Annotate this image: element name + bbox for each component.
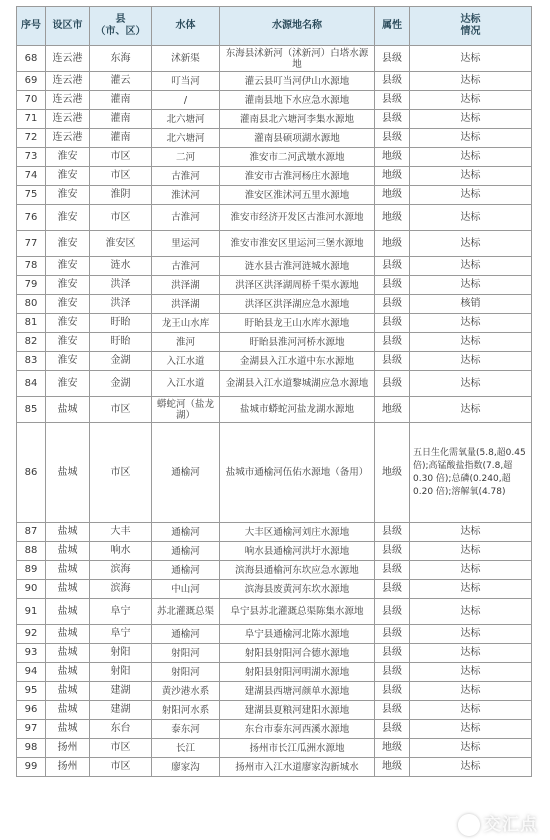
- cell-source: 盱眙县淮河河桥水源地: [220, 333, 375, 352]
- cell-no: 98: [17, 739, 46, 758]
- table-row: [17, 758, 532, 777]
- cell-source: 盐城市蟒蛇河盐龙湖水源地: [220, 397, 375, 423]
- cell-city: 连云港: [46, 110, 90, 129]
- cell-source: 金湖县入江水道中东水源地: [220, 352, 375, 371]
- table-row: [17, 397, 532, 423]
- cell-county: 灌云: [90, 72, 152, 91]
- table-row: [17, 720, 532, 739]
- col-header-city: 设区市: [46, 7, 90, 46]
- col-header-water: 水体: [152, 7, 220, 46]
- cell-attr: 县级: [375, 72, 410, 91]
- table-row: [17, 644, 532, 663]
- cell-no: 83: [17, 352, 46, 371]
- cell-source: 滨海县废黄河东坎水源地: [220, 580, 375, 599]
- cell-attr: 地级: [375, 186, 410, 205]
- cell-water: 入江水道: [152, 352, 220, 371]
- cell-no: 92: [17, 625, 46, 644]
- cell-no: 95: [17, 682, 46, 701]
- col-header-no: 序号: [17, 7, 46, 46]
- cell-no: 82: [17, 333, 46, 352]
- cell-no: 74: [17, 167, 46, 186]
- cell-no: 68: [17, 46, 46, 72]
- cell-no: 80: [17, 295, 46, 314]
- cell-status: 达标: [410, 110, 532, 129]
- cell-water: 苏北灌溉总渠: [152, 599, 220, 625]
- cell-no: 89: [17, 561, 46, 580]
- cell-water: 蟒蛇河（盐龙湖）: [152, 397, 220, 423]
- cell-no: 96: [17, 701, 46, 720]
- cell-water: 入江水道: [152, 371, 220, 397]
- cell-source: 灌南县硕项湖水源地: [220, 129, 375, 148]
- cell-no: 69: [17, 72, 46, 91]
- cell-attr: 县级: [375, 352, 410, 371]
- cell-water: 里运河: [152, 231, 220, 257]
- cell-water: 古淮河: [152, 167, 220, 186]
- cell-status: 达标: [410, 561, 532, 580]
- cell-water: 沭新渠: [152, 46, 220, 72]
- cell-attr: 县级: [375, 720, 410, 739]
- cell-status: 达标: [410, 758, 532, 777]
- cell-status: 达标: [410, 231, 532, 257]
- cell-city: 扬州: [46, 739, 90, 758]
- cell-county: 盱眙: [90, 314, 152, 333]
- cell-source: 洪泽区洪泽湖应急水源地: [220, 295, 375, 314]
- cell-city: 盐城: [46, 644, 90, 663]
- table-row: [17, 46, 532, 72]
- cell-attr: 县级: [375, 644, 410, 663]
- cell-attr: 县级: [375, 561, 410, 580]
- cell-water: 中山河: [152, 580, 220, 599]
- cell-no: 94: [17, 663, 46, 682]
- cell-no: 72: [17, 129, 46, 148]
- table-row: [17, 423, 532, 523]
- cell-county: 阜宁: [90, 625, 152, 644]
- cell-status: 达标: [410, 599, 532, 625]
- cell-city: 盐城: [46, 397, 90, 423]
- cell-city: 盐城: [46, 682, 90, 701]
- cell-city: 盐城: [46, 561, 90, 580]
- cell-water: 洪泽湖: [152, 295, 220, 314]
- cell-attr: 县级: [375, 523, 410, 542]
- cell-attr: 地级: [375, 205, 410, 231]
- cell-county: 金湖: [90, 352, 152, 371]
- cell-source: 滨海县通榆河东坎应急水源地: [220, 561, 375, 580]
- table-body: [17, 46, 532, 777]
- cell-city: 淮安: [46, 167, 90, 186]
- table-row: [17, 295, 532, 314]
- table-row: [17, 167, 532, 186]
- cell-city: 连云港: [46, 129, 90, 148]
- cell-no: 78: [17, 257, 46, 276]
- cell-status: 达标: [410, 701, 532, 720]
- cell-attr: 县级: [375, 276, 410, 295]
- table-row: [17, 682, 532, 701]
- water-source-table: [16, 6, 532, 777]
- cell-county: 灌南: [90, 129, 152, 148]
- cell-city: 淮安: [46, 205, 90, 231]
- cell-county: 射阳: [90, 644, 152, 663]
- cell-attr: 地级: [375, 423, 410, 523]
- table-row: [17, 276, 532, 295]
- table-row: [17, 523, 532, 542]
- cell-county: 淮安区: [90, 231, 152, 257]
- col-header-source: 水源地名称: [220, 7, 375, 46]
- cell-source: 扬州市入江水道廖家沟新城水: [220, 758, 375, 777]
- cell-status: 核销: [410, 295, 532, 314]
- cell-water: 黄沙港水系: [152, 682, 220, 701]
- cell-city: 淮安: [46, 231, 90, 257]
- cell-attr: 地级: [375, 231, 410, 257]
- table-row: [17, 72, 532, 91]
- cell-county: 洪泽: [90, 276, 152, 295]
- cell-attr: 县级: [375, 333, 410, 352]
- cell-source: 淮安市古淮河杨庄水源地: [220, 167, 375, 186]
- cell-no: 88: [17, 542, 46, 561]
- cell-county: 淮阴: [90, 186, 152, 205]
- cell-attr: 县级: [375, 371, 410, 397]
- cell-attr: 地级: [375, 167, 410, 186]
- cell-status: 达标: [410, 644, 532, 663]
- cell-status: 达标: [410, 523, 532, 542]
- cell-attr: 县级: [375, 295, 410, 314]
- cell-county: 阜宁: [90, 599, 152, 625]
- cell-city: 淮安: [46, 314, 90, 333]
- cell-water: 叮当河: [152, 72, 220, 91]
- cell-county: 射阳: [90, 663, 152, 682]
- cell-source: 洪泽区洪泽湖周桥千渠水源地: [220, 276, 375, 295]
- cell-source: 灌南县地下水应急水源地: [220, 91, 375, 110]
- cell-county: 盱眙: [90, 333, 152, 352]
- col-header-status: 达标 情况: [410, 7, 532, 46]
- cell-status: 达标: [410, 397, 532, 423]
- cell-source: 淮安市二河武墩水源地: [220, 148, 375, 167]
- cell-county: 东海: [90, 46, 152, 72]
- table-row: [17, 314, 532, 333]
- watermark: [458, 810, 538, 836]
- table-row: [17, 542, 532, 561]
- table-row: [17, 580, 532, 599]
- table-row: [17, 599, 532, 625]
- cell-attr: 县级: [375, 542, 410, 561]
- cell-county: 市区: [90, 167, 152, 186]
- cell-source: 阜宁县苏北灌溉总渠陈集水源地: [220, 599, 375, 625]
- cell-water: 通榆河: [152, 625, 220, 644]
- cell-no: 87: [17, 523, 46, 542]
- cell-attr: 县级: [375, 599, 410, 625]
- cell-county: 灌南: [90, 91, 152, 110]
- cell-source: 金湖县入江水道黎城湖应急水源地: [220, 371, 375, 397]
- table-row: [17, 663, 532, 682]
- cell-no: 73: [17, 148, 46, 167]
- cell-source: 建湖县西塘河颜单水源地: [220, 682, 375, 701]
- cell-water: 龙王山水库: [152, 314, 220, 333]
- cell-city: 盐城: [46, 663, 90, 682]
- table-row: [17, 739, 532, 758]
- cell-county: 市区: [90, 397, 152, 423]
- cell-status: 达标: [410, 333, 532, 352]
- cell-city: 淮安: [46, 276, 90, 295]
- cell-city: 连云港: [46, 91, 90, 110]
- cell-status: 达标: [410, 625, 532, 644]
- cell-attr: 县级: [375, 580, 410, 599]
- cell-city: 连云港: [46, 72, 90, 91]
- cell-county: 涟水: [90, 257, 152, 276]
- cell-status: 达标: [410, 314, 532, 333]
- cell-attr: 地级: [375, 739, 410, 758]
- table-row: [17, 205, 532, 231]
- cell-status: 达标: [410, 91, 532, 110]
- cell-status: 达标: [410, 148, 532, 167]
- cell-source: 淮安市经济开发区古淮河水源地: [220, 205, 375, 231]
- table-row: [17, 231, 532, 257]
- cell-no: 76: [17, 205, 46, 231]
- cell-no: 84: [17, 371, 46, 397]
- table-row: [17, 561, 532, 580]
- cell-city: 盐城: [46, 523, 90, 542]
- cell-water: 通榆河: [152, 561, 220, 580]
- cell-status: 达标: [410, 739, 532, 758]
- cell-attr: 地级: [375, 397, 410, 423]
- cell-source: 盐城市通榆河伍佑水源地（备用）: [220, 423, 375, 523]
- cell-county: 市区: [90, 739, 152, 758]
- cell-attr: 地级: [375, 148, 410, 167]
- cell-water: 廖家沟: [152, 758, 220, 777]
- cell-source: 东台市泰东河西溪水源地: [220, 720, 375, 739]
- table-row: [17, 333, 532, 352]
- cell-status: 达标: [410, 371, 532, 397]
- cell-status: 达标: [410, 580, 532, 599]
- cell-no: 90: [17, 580, 46, 599]
- cell-county: 建湖: [90, 682, 152, 701]
- cell-city: 淮安: [46, 148, 90, 167]
- cell-status: 达标: [410, 276, 532, 295]
- cell-no: 86: [17, 423, 46, 523]
- cell-no: 99: [17, 758, 46, 777]
- cell-water: 古淮河: [152, 205, 220, 231]
- cell-water: 洪泽湖: [152, 276, 220, 295]
- cell-attr: 县级: [375, 91, 410, 110]
- cell-no: 75: [17, 186, 46, 205]
- cell-status: 达标: [410, 352, 532, 371]
- cell-attr: 县级: [375, 663, 410, 682]
- cell-water: 古淮河: [152, 257, 220, 276]
- cell-source: 射阳县射阳河明湖水源地: [220, 663, 375, 682]
- cell-no: 71: [17, 110, 46, 129]
- cell-status: 达标: [410, 682, 532, 701]
- cell-city: 淮安: [46, 186, 90, 205]
- cell-water: 淮河: [152, 333, 220, 352]
- cell-water: 通榆河: [152, 542, 220, 561]
- cell-status: 达标: [410, 167, 532, 186]
- cell-source: 盱眙县龙王山水库水源地: [220, 314, 375, 333]
- cell-source: 扬州市长江瓜洲水源地: [220, 739, 375, 758]
- table-row: [17, 129, 532, 148]
- cell-status: 五日生化需氧量(5.8,超0.45 倍);高锰酸盐指数(7.8,超 0.30 倍);总磷(0.240,超 0.20 倍);溶解氧(4.78): [410, 423, 532, 523]
- cell-status: 达标: [410, 129, 532, 148]
- cell-water: 北六塘河: [152, 129, 220, 148]
- cell-water: 射阳河水系: [152, 701, 220, 720]
- table-row: [17, 701, 532, 720]
- cell-county: 市区: [90, 148, 152, 167]
- table-row: [17, 186, 532, 205]
- cell-city: 盐城: [46, 720, 90, 739]
- cell-attr: 县级: [375, 129, 410, 148]
- cell-status: 达标: [410, 663, 532, 682]
- cell-water: 二河: [152, 148, 220, 167]
- table-row: [17, 257, 532, 276]
- cell-city: 盐城: [46, 423, 90, 523]
- cell-attr: 县级: [375, 46, 410, 72]
- cell-county: 建湖: [90, 701, 152, 720]
- cell-county: 市区: [90, 205, 152, 231]
- table-row: [17, 371, 532, 397]
- cell-city: 扬州: [46, 758, 90, 777]
- cell-water: 通榆河: [152, 423, 220, 523]
- cell-city: 淮安: [46, 257, 90, 276]
- cell-attr: 县级: [375, 314, 410, 333]
- cell-source: 东海县沭新河（沭新河）白塔水源地: [220, 46, 375, 72]
- cell-water: 射阳河: [152, 663, 220, 682]
- cell-county: 滨海: [90, 580, 152, 599]
- cell-no: 79: [17, 276, 46, 295]
- cell-no: 77: [17, 231, 46, 257]
- cell-status: 达标: [410, 186, 532, 205]
- cell-source: 建湖县夏粮河建阳水源地: [220, 701, 375, 720]
- cell-city: 淮安: [46, 295, 90, 314]
- cell-source: 响水县通榆河洪圩水源地: [220, 542, 375, 561]
- cell-no: 97: [17, 720, 46, 739]
- cell-status: 达标: [410, 542, 532, 561]
- watermark-logo-icon: [458, 814, 480, 836]
- table-row: [17, 91, 532, 110]
- col-header-attr: 属性: [375, 7, 410, 46]
- cell-source: 阜宁县通榆河北陈水源地: [220, 625, 375, 644]
- cell-source: 淮安区淮沭河五里水源地: [220, 186, 375, 205]
- cell-water: 淮沭河: [152, 186, 220, 205]
- cell-attr: 地级: [375, 758, 410, 777]
- cell-county: 市区: [90, 758, 152, 777]
- cell-no: 91: [17, 599, 46, 625]
- cell-county: 洪泽: [90, 295, 152, 314]
- table-row: [17, 625, 532, 644]
- cell-source: 淮安市淮安区里运河三堡水源地: [220, 231, 375, 257]
- cell-source: 射阳县射阳河合德水源地: [220, 644, 375, 663]
- cell-county: 响水: [90, 542, 152, 561]
- cell-water: 泰东河: [152, 720, 220, 739]
- table-row: [17, 110, 532, 129]
- table-row: [17, 148, 532, 167]
- cell-water: 射阳河: [152, 644, 220, 663]
- cell-water: 通榆河: [152, 523, 220, 542]
- cell-no: 85: [17, 397, 46, 423]
- cell-source: 大丰区通榆河刘庄水源地: [220, 523, 375, 542]
- cell-no: 70: [17, 91, 46, 110]
- cell-county: 灌南: [90, 110, 152, 129]
- cell-county: 金湖: [90, 371, 152, 397]
- cell-city: 盐城: [46, 542, 90, 561]
- cell-status: 达标: [410, 720, 532, 739]
- cell-county: 滨海: [90, 561, 152, 580]
- watermark-text: 交汇点: [484, 815, 538, 835]
- cell-attr: 县级: [375, 257, 410, 276]
- table-row: [17, 352, 532, 371]
- cell-status: 达标: [410, 257, 532, 276]
- cell-source: 灌云县叮当河伊山水源地: [220, 72, 375, 91]
- cell-city: 盐城: [46, 625, 90, 644]
- col-header-county: 县 （市、区）: [90, 7, 152, 46]
- cell-status: 达标: [410, 46, 532, 72]
- cell-city: 淮安: [46, 352, 90, 371]
- cell-city: 淮安: [46, 371, 90, 397]
- cell-attr: 县级: [375, 701, 410, 720]
- cell-source: 涟水县古淮河涟城水源地: [220, 257, 375, 276]
- cell-no: 81: [17, 314, 46, 333]
- cell-no: 93: [17, 644, 46, 663]
- cell-water: /: [152, 91, 220, 110]
- cell-attr: 县级: [375, 682, 410, 701]
- cell-water: 长江: [152, 739, 220, 758]
- cell-water: 北六塘河: [152, 110, 220, 129]
- cell-city: 连云港: [46, 46, 90, 72]
- table-header: [17, 7, 532, 46]
- cell-source: 灌南县北六塘河李集水源地: [220, 110, 375, 129]
- cell-city: 盐城: [46, 701, 90, 720]
- cell-status: 达标: [410, 72, 532, 91]
- cell-county: 大丰: [90, 523, 152, 542]
- cell-attr: 县级: [375, 110, 410, 129]
- cell-county: 东台: [90, 720, 152, 739]
- cell-attr: 县级: [375, 625, 410, 644]
- cell-city: 盐城: [46, 580, 90, 599]
- cell-county: 市区: [90, 423, 152, 523]
- cell-city: 盐城: [46, 599, 90, 625]
- cell-status: 达标: [410, 205, 532, 231]
- cell-city: 淮安: [46, 333, 90, 352]
